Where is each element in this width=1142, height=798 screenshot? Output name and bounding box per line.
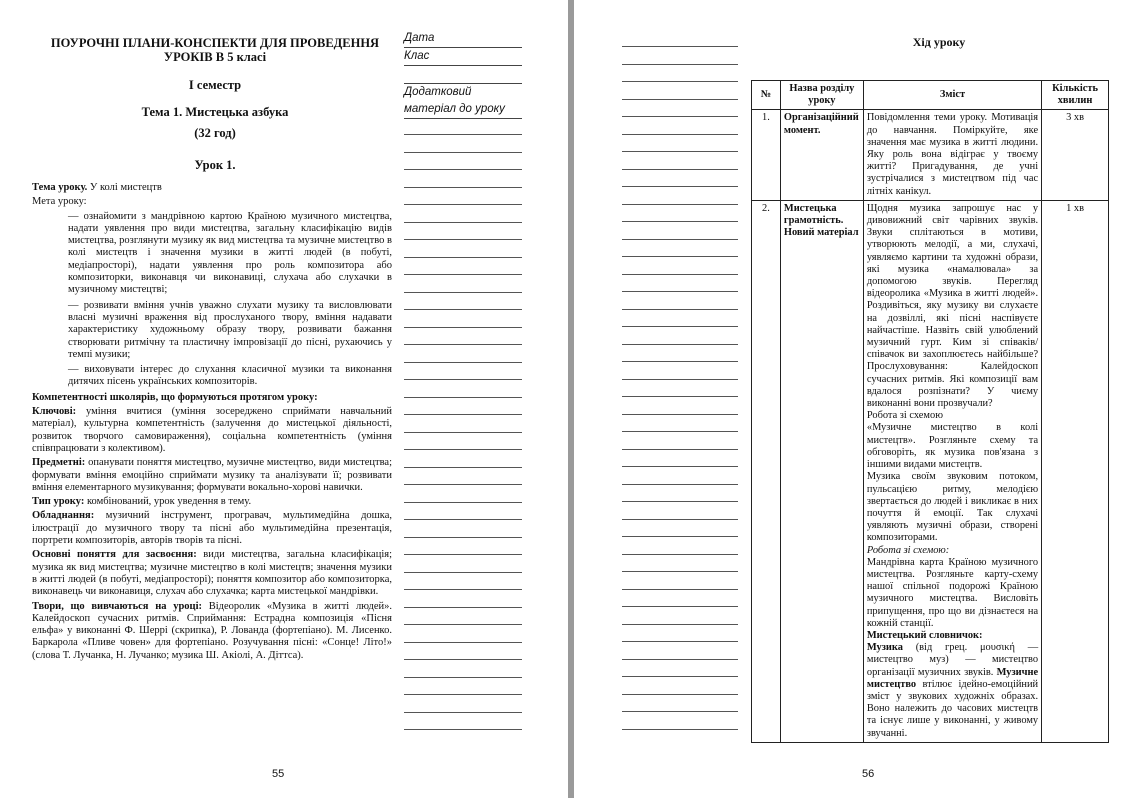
minutes-cell: 3 хв xyxy=(1042,110,1109,200)
content-subheading: Мистецький словничок: xyxy=(866,629,983,641)
content-paragraph: Робота зі схемою xyxy=(866,410,943,422)
writing-line xyxy=(622,571,738,572)
lesson-flow-heading: Хід уроку xyxy=(912,35,966,49)
writing-line xyxy=(622,134,738,135)
hours-heading: (32 год) xyxy=(194,126,236,140)
writing-line xyxy=(622,46,738,47)
writing-line xyxy=(622,116,738,117)
writing-line xyxy=(404,519,522,520)
writing-line xyxy=(404,607,522,608)
writing-line xyxy=(622,519,738,520)
writing-line xyxy=(622,624,738,625)
subject-paragraph: Предметні: опанувати поняття мистецтво, музичне мистецтво, види мистецтва; формувати вміння емоційно сприймати музику та аналізувати її; розвивати вміння елементарного музикування; формувати вокально-хорові навички. xyxy=(32,457,392,493)
writing-line xyxy=(404,397,522,398)
page-number: 56 xyxy=(862,768,875,780)
concepts-paragraph: Основні поняття для засвоєння: види мистецтва, загальна класифікація; музика як вид мистецтва; музичне мистецтво в колі мистецтв; значення музики в житті людей (в побуті, медіапросторі); поняття композитор або композиторка, виконавець чи виконавиця, слухач або слухачка; карта мистецької мандрівки. xyxy=(32,549,392,598)
competence-heading: Компетентності школярів, що формуються протягом уроку: xyxy=(32,391,318,403)
writing-line xyxy=(622,221,738,222)
goal-item: — розвивати вміння учнів уважно слухати музику та висловлювати власні музичні враження від прослуханого твору, вміння надавати характеристику художньому образу твору, розвивати бажання створювати ритмічну та пластичну імпровізації до пісні, рухаючись у темпі музики; xyxy=(68,299,392,360)
writing-line xyxy=(622,711,738,712)
writing-line xyxy=(622,204,738,205)
content-paragraph: Щодня музика запрошує нас у дивовижний світ чарівних звуків. Звуки сплітаються в мотиви, утворюють мелодії, а ми, слухачі, уявляємо картини та художні образи, які музика «намалювала» за допомогою звуків. Перегляд відеоролика «Музика в житті людей». Роздивіться, яку музику ви слухаєте на дозвіллі, які пісні наспівуєте найчастіше. Назвіть свій улюблений музичний гурт. Ким зі співаків/співачок ви захоплюєтесь найбільше? Прослуховування: Калейдоскоп сучасних ритмів. Які композиції вам вдалося розпізнати? У чиєму виконанні вони прозвучали? xyxy=(866,202,1039,410)
writing-line xyxy=(622,344,738,345)
page-number: 55 xyxy=(272,768,285,780)
section-name: Організаційний момент. xyxy=(780,110,863,200)
writing-line xyxy=(404,502,522,503)
writing-line xyxy=(622,81,738,82)
writing-line xyxy=(622,431,738,432)
writing-line xyxy=(404,537,522,538)
lesson-body xyxy=(32,182,392,664)
writing-line xyxy=(404,694,522,695)
margin-date-label: Дата xyxy=(404,30,522,48)
writing-line xyxy=(404,292,522,293)
writing-line xyxy=(622,291,738,292)
writing-line xyxy=(622,274,738,275)
glossary-paragraph: Музика (від грец. μουσική — мистецтво муз) — мистецтво організації музичних звуків. Музичне мистецтво втілює ідейно-емоційний зміст у звукових художніх образах. Воно належить до часових мистецтв та існує лише у виконанні, у живому звучанні. xyxy=(866,642,1039,739)
row-number: 2. xyxy=(752,200,781,742)
writing-line xyxy=(404,239,522,240)
content-subheading: Робота зі схемою: xyxy=(866,544,950,556)
writing-line xyxy=(404,677,522,678)
writing-line xyxy=(622,326,738,327)
writing-line xyxy=(404,467,522,468)
writing-line xyxy=(622,659,738,660)
margin-extra-label-2: матеріал до уроку xyxy=(404,101,522,119)
table-header-row xyxy=(752,81,1109,110)
writing-line xyxy=(404,169,522,170)
writing-line xyxy=(404,642,522,643)
writing-line xyxy=(404,362,522,363)
writing-line xyxy=(622,151,738,152)
writing-line xyxy=(622,589,738,590)
table-row xyxy=(752,110,1109,200)
content-paragraph: Мандрівна карта Країною музичного мистецтва. Розгляньте карту-схему нашої спільної подорожі Країною музичного мистецтва. Висловіть припущення, про що ви дізнаєтеся на кожній станції. xyxy=(866,556,1039,629)
writing-line xyxy=(622,694,738,695)
lesson-plan-table xyxy=(751,80,1109,743)
topic-value: У колі мистецтв xyxy=(87,182,162,193)
lesson-heading: Урок 1. xyxy=(194,158,236,172)
semester-heading: І семестр xyxy=(188,78,242,92)
key-paragraph: Ключові: уміння вчитися (уміння зосереджено сприймати навчальний матеріал), культурна компетентність (залучення до мистецької діяльності, розвиток творчого самовираження), соціальна компетентність (уміння співпрацювати з колективом). xyxy=(32,406,392,454)
goal-label: Мета уроку: xyxy=(32,196,87,208)
writing-line xyxy=(622,99,738,100)
minutes-cell: 1 хв xyxy=(1042,200,1109,742)
section-content: Повідомлення теми уроку. Мотивація до навчання. Поміркуйте, яке значення має музика в житті людини. Яку роль вона відіграє у твоєму житті? Пригадування, де учні зустрічалися з мистецтвом під час літніх канікул. xyxy=(863,110,1041,200)
right-page xyxy=(574,0,1142,798)
writing-line xyxy=(622,554,738,555)
writing-line xyxy=(404,309,522,310)
section-content xyxy=(863,200,1041,742)
writing-line xyxy=(404,712,522,713)
column-header: Назва розділу уроку xyxy=(780,81,863,110)
writing-line xyxy=(622,186,738,187)
goal-item: — ознайомити з мандрівною картою Країною музичного мистецтва, надати уявлення про види мистецтва, загальну класифікацію видів мистецтва, розглянути музику як вид мистецтва та музичне мистецтво в колі мистецтв і значення музики в житті людей (в побуті, медіапросторі), надати уявлення про роль композитора або композиторки, виконавця чи виконавиці, слухача або слухачки в музичному мистецтві; xyxy=(68,210,392,296)
writing-line xyxy=(622,536,738,537)
writing-line xyxy=(622,256,738,257)
topic-paragraph xyxy=(32,182,392,194)
section-name: Мистецька грамотність. Новий матеріал xyxy=(780,200,863,742)
writing-line xyxy=(404,659,522,660)
margin-notes xyxy=(404,30,522,119)
writing-line xyxy=(622,64,738,65)
writing-line xyxy=(404,187,522,188)
writing-line xyxy=(622,466,738,467)
topic-label: Тема уроку. xyxy=(32,182,88,193)
table-row xyxy=(752,200,1109,742)
content-paragraph: Музика своїм звуковим потоком, пульсацією ритму, мелодією звертається до людей і викликає в них почуття й емоції. Так слухачі уявляють музичні образи, створені композиторами. xyxy=(866,471,1039,544)
writing-line xyxy=(622,484,738,485)
writing-line xyxy=(622,606,738,607)
page-title: ПОУРОЧНІ ПЛАНИ-КОНСПЕКТИ ДЛЯ ПРОВЕДЕННЯ УРОКІВ В 5 класі xyxy=(50,36,380,64)
writing-line xyxy=(404,152,522,153)
writing-line xyxy=(404,204,522,205)
writing-line xyxy=(404,379,522,380)
writing-line xyxy=(404,624,522,625)
writing-line xyxy=(404,414,522,415)
writing-line xyxy=(404,134,522,135)
writing-line xyxy=(622,169,738,170)
type-paragraph: Тип уроку: комбінований, урок уведення в тему. xyxy=(32,496,252,508)
left-page xyxy=(0,0,568,798)
writing-line xyxy=(404,449,522,450)
writing-line xyxy=(622,501,738,502)
column-header: Зміст xyxy=(863,81,1041,110)
goal-item: — виховувати інтерес до слухання класичної музики та виконання дитячих пісень українських композиторів. xyxy=(68,364,392,388)
content-paragraph: «Музичне мистецтво в колі мистецтв». Розгляньте схему та обговоріть, як музика пов'язана з іншими видами мистецтв. xyxy=(866,422,1039,471)
writing-line xyxy=(622,729,738,730)
writing-line xyxy=(404,432,522,433)
writing-line xyxy=(622,676,738,677)
writing-line xyxy=(404,484,522,485)
column-header: Кількість хвилин xyxy=(1042,81,1109,110)
writing-line xyxy=(404,729,522,730)
column-header: № xyxy=(752,81,781,110)
equipment-paragraph: Обладнання: музичний інструмент, програвач, мультимедійна дошка, ілюстрації до музичного твору та пісні або мультимедійна презентація, портрети композиторів, авторів творів та пісні. xyxy=(32,510,392,547)
margin-extra-label: Додатковий xyxy=(404,86,472,98)
writing-line xyxy=(622,309,738,310)
writing-line xyxy=(622,379,738,380)
writing-line xyxy=(404,554,522,555)
writing-line xyxy=(404,589,522,590)
writing-line xyxy=(404,327,522,328)
writing-line xyxy=(622,641,738,642)
row-number: 1. xyxy=(752,110,781,200)
margin-blank-line xyxy=(404,66,522,84)
writing-line xyxy=(404,222,522,223)
works-paragraph: Твори, що вивчаються на уроці: Відеоролик «Музика в житті людей». Калейдоскоп сучасних ритмів. Сприймання: Естрадна композиція «Пісня ельфа» у виконанні Ф. Шеррі (скрипка), Р. Лованда (фортепіано). М. Лисенко. Баркарола «Пливе човен» для фортепіано. Розучування пісні: «Сонце! Літо!» (слова Т. Лучанка, Н. Лучанко; музика Ш. Акіолі, А. Діттса). xyxy=(32,600,392,661)
writing-line xyxy=(404,257,522,258)
writing-line xyxy=(622,449,738,450)
margin-class-label: Клас xyxy=(404,48,522,66)
writing-line xyxy=(404,344,522,345)
writing-line xyxy=(404,274,522,275)
writing-line xyxy=(622,396,738,397)
writing-line xyxy=(622,239,738,240)
writing-line xyxy=(622,361,738,362)
writing-line xyxy=(622,414,738,415)
theme-heading: Тема 1. Мистецька азбука xyxy=(141,105,289,119)
writing-line xyxy=(404,572,522,573)
